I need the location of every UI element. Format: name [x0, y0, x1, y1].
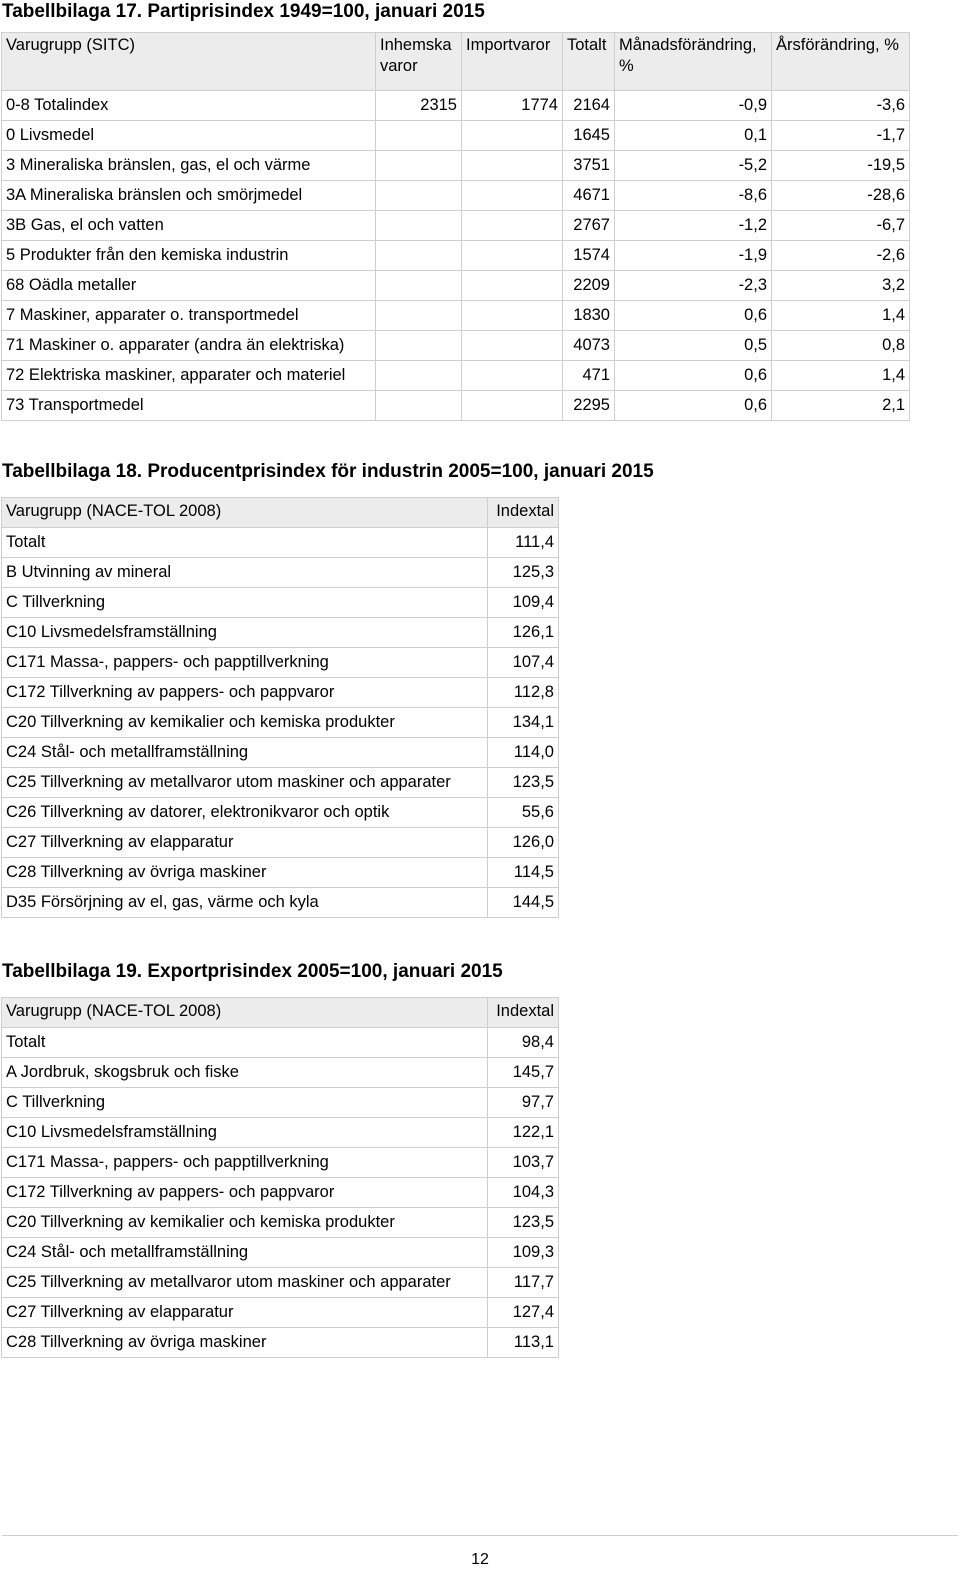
table-row: [2, 768, 559, 798]
table-cell: 104,3: [488, 1178, 559, 1208]
table-row: [2, 331, 910, 361]
table-cell: 2315: [376, 91, 462, 121]
row-label: C28 Tillverkning av övriga maskiner: [2, 1328, 488, 1358]
column-header: Varugrupp (NACE-TOL 2008): [2, 998, 488, 1028]
row-label: C28 Tillverkning av övriga maskiner: [2, 858, 488, 888]
table-row: [2, 648, 559, 678]
table-row: [2, 211, 910, 241]
table-cell: [462, 241, 563, 271]
table-cell: -6,7: [772, 211, 910, 241]
table-cell: 1774: [462, 91, 563, 121]
table-cell: 3751: [563, 151, 615, 181]
table-cell: 125,3: [488, 558, 559, 588]
table-cell: 123,5: [488, 768, 559, 798]
table-18: [1, 497, 559, 918]
table-cell: -1,2: [615, 211, 772, 241]
table-cell: 97,7: [488, 1088, 559, 1118]
table-19-title: Tabellbilaga 19. Exportprisindex 2005=100, januari 2015: [2, 961, 503, 982]
table-cell: 122,1: [488, 1118, 559, 1148]
table-cell: 144,5: [488, 888, 559, 918]
table-cell: 107,4: [488, 648, 559, 678]
row-label: D35 Försörjning av el, gas, värme och kyla: [2, 888, 488, 918]
table-cell: 2,1: [772, 391, 910, 421]
table-cell: [376, 271, 462, 301]
table-cell: 1645: [563, 121, 615, 151]
table-cell: 103,7: [488, 1148, 559, 1178]
table-cell: 471: [563, 361, 615, 391]
table-cell: 2164: [563, 91, 615, 121]
column-header: Varugrupp (NACE-TOL 2008): [2, 498, 488, 528]
table-cell: [376, 181, 462, 211]
page-number: 12: [471, 1551, 489, 1568]
table-cell: -5,2: [615, 151, 772, 181]
table-row: [2, 1118, 559, 1148]
row-label: C20 Tillverkning av kemikalier och kemiska produkter: [2, 708, 488, 738]
row-label: C172 Tillverkning av pappers- och pappvaror: [2, 678, 488, 708]
table-cell: 145,7: [488, 1058, 559, 1088]
table-cell: [376, 211, 462, 241]
table-cell: [462, 301, 563, 331]
row-label: 71 Maskiner o. apparater (andra än elektriska): [2, 331, 376, 361]
table-row: [2, 361, 910, 391]
table-19-header-row: [2, 998, 559, 1028]
row-label: C24 Stål- och metallframställning: [2, 1238, 488, 1268]
table-cell: 55,6: [488, 798, 559, 828]
table-cell: 111,4: [488, 528, 559, 558]
table-row: [2, 1178, 559, 1208]
table-cell: [462, 391, 563, 421]
table-cell: 126,1: [488, 618, 559, 648]
table-cell: 126,0: [488, 828, 559, 858]
row-label: C Tillverkning: [2, 1088, 488, 1118]
table-cell: 1,4: [772, 301, 910, 331]
table-cell: [376, 301, 462, 331]
row-label: 3B Gas, el och vatten: [2, 211, 376, 241]
table-cell: 112,8: [488, 678, 559, 708]
table-cell: 123,5: [488, 1208, 559, 1238]
table-row: [2, 271, 910, 301]
table-cell: 1,4: [772, 361, 910, 391]
table-cell: 134,1: [488, 708, 559, 738]
table-cell: [376, 121, 462, 151]
table-cell: 2767: [563, 211, 615, 241]
row-label: Totalt: [2, 528, 488, 558]
table-cell: [462, 211, 563, 241]
row-label: B Utvinning av mineral: [2, 558, 488, 588]
table-row: [2, 1268, 559, 1298]
table-cell: [462, 361, 563, 391]
table-cell: -8,6: [615, 181, 772, 211]
table-cell: -28,6: [772, 181, 910, 211]
column-header: Indextal: [488, 998, 559, 1028]
table-cell: 0,6: [615, 301, 772, 331]
column-header: Inhemska varor: [376, 33, 462, 91]
table-cell: 1574: [563, 241, 615, 271]
table-cell: 2209: [563, 271, 615, 301]
table-cell: 117,7: [488, 1268, 559, 1298]
row-label: C171 Massa-, pappers- och papptillverkning: [2, 1148, 488, 1178]
row-label: C27 Tillverkning av elapparatur: [2, 828, 488, 858]
row-label: C26 Tillverkning av datorer, elektronikvaror och optik: [2, 798, 488, 828]
table-cell: 114,0: [488, 738, 559, 768]
table-17-title: Tabellbilaga 17. Partiprisindex 1949=100, januari 2015: [2, 1, 485, 22]
table-cell: [462, 181, 563, 211]
table-cell: [462, 151, 563, 181]
table-cell: -1,7: [772, 121, 910, 151]
table-row: [2, 1238, 559, 1268]
column-header: Totalt: [563, 33, 615, 91]
table-row: [2, 1058, 559, 1088]
column-header: Indextal: [488, 498, 559, 528]
row-label: C171 Massa-, pappers- och papptillverkning: [2, 648, 488, 678]
column-header: Varugrupp (SITC): [2, 33, 376, 91]
table-cell: [376, 151, 462, 181]
row-label: C24 Stål- och metallframställning: [2, 738, 488, 768]
table-row: [2, 151, 910, 181]
table-row: [2, 1328, 559, 1358]
table-row: [2, 91, 910, 121]
table-cell: -2,3: [615, 271, 772, 301]
row-label: C20 Tillverkning av kemikalier och kemiska produkter: [2, 1208, 488, 1238]
table-row: [2, 181, 910, 211]
table-cell: 1830: [563, 301, 615, 331]
table-cell: 127,4: [488, 1298, 559, 1328]
table-row: [2, 1208, 559, 1238]
row-label: C172 Tillverkning av pappers- och pappvaror: [2, 1178, 488, 1208]
table-cell: [462, 121, 563, 151]
table-row: [2, 1148, 559, 1178]
table-cell: -3,6: [772, 91, 910, 121]
table-cell: 0,6: [615, 361, 772, 391]
table-cell: [462, 271, 563, 301]
table-row: [2, 1028, 559, 1058]
footer-divider: [2, 1535, 958, 1536]
table-cell: -2,6: [772, 241, 910, 271]
row-label: A Jordbruk, skogsbruk och fiske: [2, 1058, 488, 1088]
row-label: C25 Tillverkning av metallvaror utom maskiner och apparater: [2, 1268, 488, 1298]
table-row: [2, 558, 559, 588]
table-cell: 2295: [563, 391, 615, 421]
table-row: [2, 708, 559, 738]
table-row: [2, 858, 559, 888]
table-cell: 98,4: [488, 1028, 559, 1058]
table-cell: 114,5: [488, 858, 559, 888]
table-row: [2, 678, 559, 708]
row-label: 3A Mineraliska bränslen och smörjmedel: [2, 181, 376, 211]
table-row: [2, 241, 910, 271]
table-row: [2, 888, 559, 918]
table-cell: 0,1: [615, 121, 772, 151]
table-18-title: Tabellbilaga 18. Producentprisindex för industrin 2005=100, januari 2015: [2, 461, 654, 482]
table-row: [2, 528, 559, 558]
table-row: [2, 828, 559, 858]
row-label: 68 Oädla metaller: [2, 271, 376, 301]
table-cell: [376, 331, 462, 361]
table-cell: [462, 331, 563, 361]
table-17-header-row: [2, 33, 910, 91]
table-row: [2, 798, 559, 828]
row-label: C25 Tillverkning av metallvaror utom maskiner och apparater: [2, 768, 488, 798]
column-header: Månadsförändring, %: [615, 33, 772, 91]
column-header: Importvaror: [462, 33, 563, 91]
table-cell: -1,9: [615, 241, 772, 271]
table-cell: 4073: [563, 331, 615, 361]
table-cell: 113,1: [488, 1328, 559, 1358]
table-row: [2, 738, 559, 768]
row-label: 0-8 Totalindex: [2, 91, 376, 121]
table-row: [2, 391, 910, 421]
table-cell: -19,5: [772, 151, 910, 181]
table-cell: -0,9: [615, 91, 772, 121]
row-label: 0 Livsmedel: [2, 121, 376, 151]
column-header: Årsförändring, %: [772, 33, 910, 91]
row-label: C10 Livsmedelsframställning: [2, 1118, 488, 1148]
table-cell: 3,2: [772, 271, 910, 301]
table-row: [2, 301, 910, 331]
table-row: [2, 1088, 559, 1118]
table-cell: 0,5: [615, 331, 772, 361]
row-label: C Tillverkning: [2, 588, 488, 618]
table-cell: 109,4: [488, 588, 559, 618]
table-cell: [376, 361, 462, 391]
table-cell: [376, 391, 462, 421]
table-row: [2, 1298, 559, 1328]
table-cell: 0,6: [615, 391, 772, 421]
table-cell: 4671: [563, 181, 615, 211]
row-label: 5 Produkter från den kemiska industrin: [2, 241, 376, 271]
table-row: [2, 121, 910, 151]
table-cell: 109,3: [488, 1238, 559, 1268]
row-label: 7 Maskiner, apparater o. transportmedel: [2, 301, 376, 331]
table-cell: [376, 241, 462, 271]
table-cell: 0,8: [772, 331, 910, 361]
table-row: [2, 618, 559, 648]
row-label: 72 Elektriska maskiner, apparater och materiel: [2, 361, 376, 391]
table-17: [1, 32, 910, 421]
table-18-header-row: [2, 498, 559, 528]
row-label: C27 Tillverkning av elapparatur: [2, 1298, 488, 1328]
row-label: Totalt: [2, 1028, 488, 1058]
row-label: C10 Livsmedelsframställning: [2, 618, 488, 648]
row-label: 73 Transportmedel: [2, 391, 376, 421]
table-row: [2, 588, 559, 618]
row-label: 3 Mineraliska bränslen, gas, el och värme: [2, 151, 376, 181]
table-19: [1, 997, 559, 1358]
